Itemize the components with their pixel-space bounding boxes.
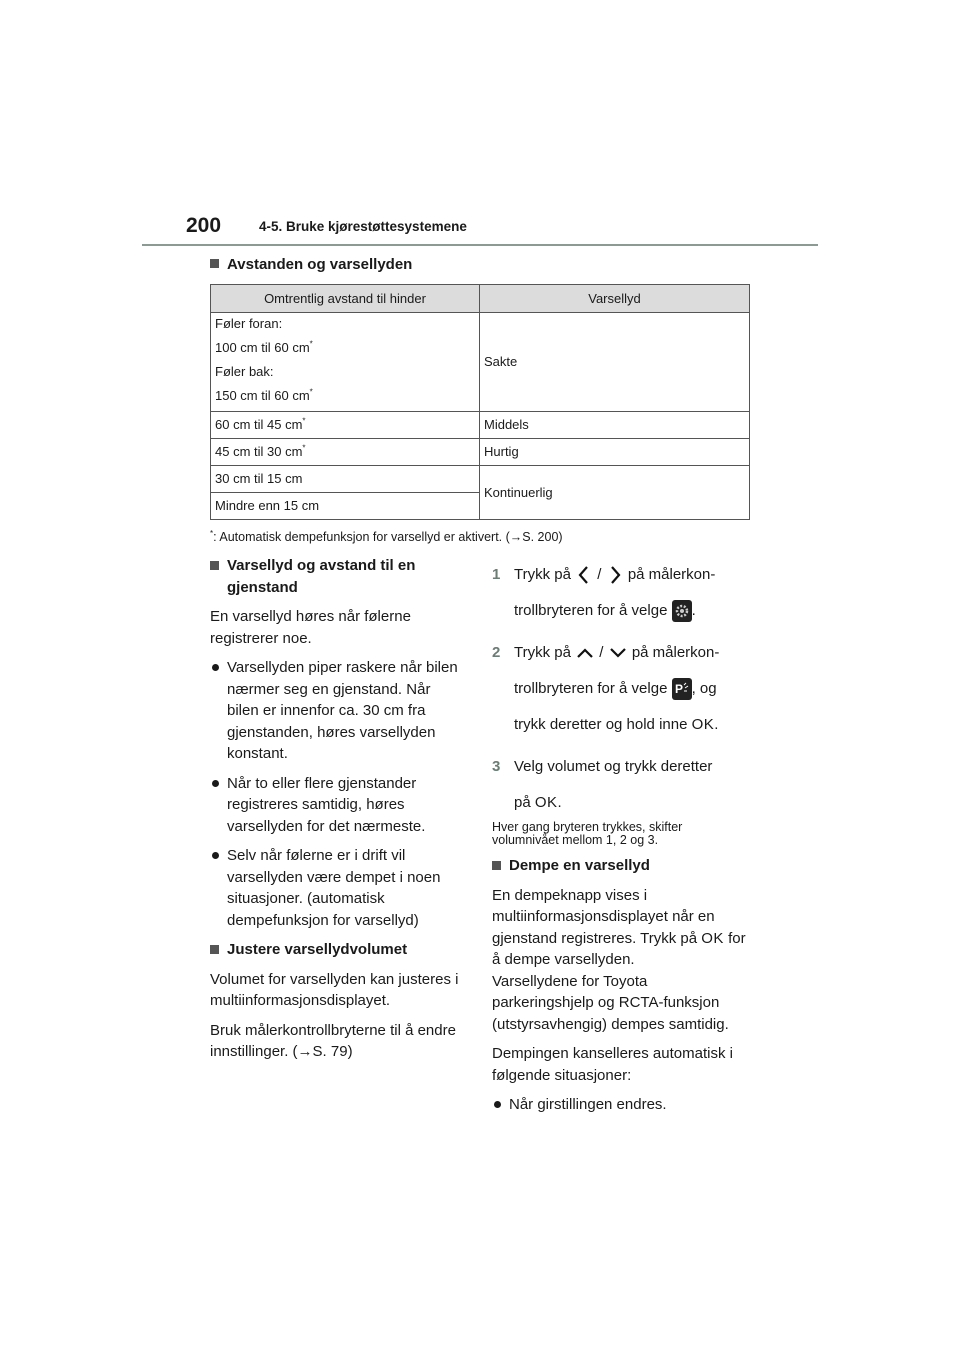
bullet-dot-icon	[212, 852, 219, 859]
paragraph: Bruk målerkontrollbryterne til å endre innstillinger. (→S. 79)	[210, 1021, 456, 1060]
chevron-right-icon	[606, 564, 624, 586]
chevron-left-icon	[575, 564, 593, 586]
table-cell: Føler foran: 100 cm til 60 cm* Føler bak: 150 cm til 60 cm*	[211, 313, 480, 412]
bullet-dot-icon	[212, 664, 219, 671]
table-row	[211, 439, 750, 466]
parking-p-icon	[672, 678, 692, 700]
bullet-dot-icon	[212, 780, 219, 787]
list-item: Varsellyden piper raskere når bilen nærmer seg en gjenstand. Når bilen er innenfor ca. 30 cm fra gjenstanden, høres varsellyden konstant.	[210, 657, 465, 765]
table-header-distance: Omtrentlig avstand til hinder	[211, 285, 480, 313]
chevron-down-icon	[608, 645, 628, 661]
parking-sensor-icon	[672, 678, 692, 700]
list-item: Når to eller flere gjenstander registreres samtidig, høres varsellyden for det nærmeste.	[210, 773, 465, 838]
table-cell: Kontinuerlig	[480, 466, 750, 520]
header-rule	[142, 244, 818, 246]
step-3: 3 Velg volumet og trykk deretter på OK.	[492, 758, 713, 811]
step-1: 1 Trykk på / på målerkon- trollbryteren for å velge .	[492, 557, 750, 629]
left-column	[210, 555, 465, 1071]
ok-button-icon: OK	[701, 929, 724, 947]
table-row	[211, 466, 750, 493]
section-heading-distance: Avstanden og varsellyden	[210, 254, 412, 276]
paragraph: Dempingen kanselleres automatisk i følgende situasjoner:	[492, 1045, 733, 1084]
table-header-sound: Varsellyd	[480, 285, 750, 313]
section-heading-mute: Dempe en varsellyd	[492, 855, 750, 877]
volume-note: Hver gang bryteren trykkes, skifter volumnivået mellom 1, 2 og 3.	[492, 820, 683, 847]
square-bullet-icon	[210, 259, 219, 268]
distance-sound-table	[210, 284, 750, 520]
chapter-title: 4-5. Bruke kjørestøttesystemene	[259, 219, 467, 234]
table-cell: Hurtig	[480, 439, 750, 466]
step-number: 2	[492, 644, 501, 661]
table-footnote: *: Automatisk dempefunksjon for varsellyd er aktivert. (→S. 200)	[210, 528, 563, 544]
table-row	[211, 313, 750, 412]
square-bullet-icon	[492, 861, 501, 870]
settings-gear-icon	[672, 600, 692, 622]
ok-button-icon: OK	[534, 794, 558, 811]
chevron-up-icon	[575, 645, 595, 661]
section-heading-volume: Justere varsellydvolumet	[210, 939, 465, 961]
page-number: 200	[186, 214, 222, 237]
section-heading-warning-distance: Varsellyd og avstand til en gjenstand	[210, 555, 465, 598]
table-cell: Sakte	[480, 313, 750, 412]
ok-button-icon: OK	[691, 716, 715, 733]
bullet-dot-icon	[494, 1101, 501, 1108]
square-bullet-icon	[210, 945, 219, 954]
step-number: 1	[492, 566, 501, 583]
step-2: 2 Trykk på / på målerkon- trollbryteren for å velge P , og trykk deretter og hold inne OK.	[492, 644, 720, 733]
right-column	[492, 557, 750, 1124]
list-item: Selv når følerne er i drift vil varsellyden være dempet i noen situasjoner. (automatisk dempefunksjon for varsellyd)	[210, 845, 465, 931]
table-cell: Mindre enn 15 cm	[211, 493, 480, 520]
paragraph: En varsellyd høres når følerne registrerer noe.	[210, 608, 411, 647]
table-cell: 60 cm til 45 cm*	[211, 412, 480, 439]
paragraph: En dempeknapp vises i multiinformasjonsdisplayet når en gjenstand registreres. Trykk på OK for å dempe varsellyden.	[492, 886, 746, 968]
table-cell: Middels	[480, 412, 750, 439]
step-number: 3	[492, 758, 501, 775]
gear-icon	[672, 600, 692, 622]
paragraph: Volumet for varsellyden kan justeres i multiinformasjonsdisplayet.	[210, 970, 459, 1009]
table-cell: 30 cm til 15 cm	[211, 466, 480, 493]
paragraph: Varsellydene for Toyota parkeringshjelp og RCTA-funksjon (utstyrsavhengig) dempes samtidig.	[492, 972, 729, 1033]
table-cell: 45 cm til 30 cm*	[211, 439, 480, 466]
table-row	[211, 412, 750, 439]
list-item: Når girstillingen endres.	[492, 1094, 750, 1116]
svg-text:P: P	[674, 682, 683, 697]
square-bullet-icon	[210, 561, 219, 570]
